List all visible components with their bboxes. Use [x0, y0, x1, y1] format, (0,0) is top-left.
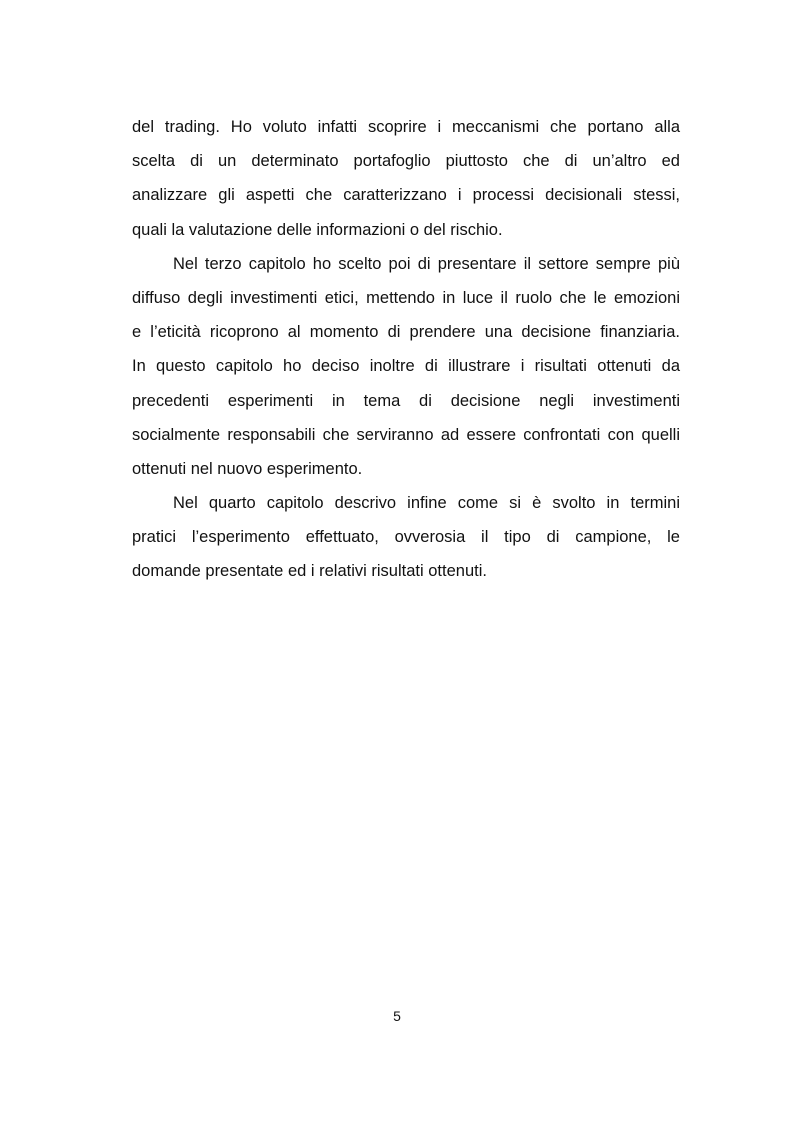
- text-line: socialmente responsabili che serviranno ad essere confrontati con quelli: [132, 425, 680, 444]
- text-line: pratici l’esperimento effettuato, ovverosia il tipo di campione, le: [132, 528, 680, 547]
- text-line: scelta di un determinato portafoglio piuttosto che di un’altro ed: [132, 152, 680, 171]
- text-line: analizzare gli aspetti che caratterizzano i processi decisionali stessi,: [132, 186, 680, 205]
- page-number: 5: [393, 1008, 401, 1024]
- text-line: Nel terzo capitolo ho scelto poi di presentare il settore sempre più: [173, 254, 680, 273]
- text-line: diffuso degli investimenti etici, mettendo in luce il ruolo che le emozioni: [132, 288, 680, 307]
- text-line: e l’eticità ricoprono al momento di prendere una decisione finanziaria.: [132, 323, 680, 342]
- text-line: In questo capitolo ho deciso inoltre di illustrare i risultati ottenuti da: [132, 357, 680, 376]
- text-line: precedenti esperimenti in tema di decisione negli investimenti: [132, 391, 680, 410]
- text-line: ottenuti nel nuovo esperimento.: [132, 459, 363, 478]
- text-line: domande presentate ed i relativi risultati ottenuti.: [132, 562, 487, 581]
- text-line: Nel quarto capitolo descrivo infine come si è svolto in termini: [173, 494, 680, 513]
- text-line: quali la valutazione delle informazioni o del rischio.: [132, 220, 503, 239]
- text-line: del trading. Ho voluto infatti scoprire i meccanismi che portano alla: [132, 118, 680, 136]
- body-text: [132, 110, 680, 589]
